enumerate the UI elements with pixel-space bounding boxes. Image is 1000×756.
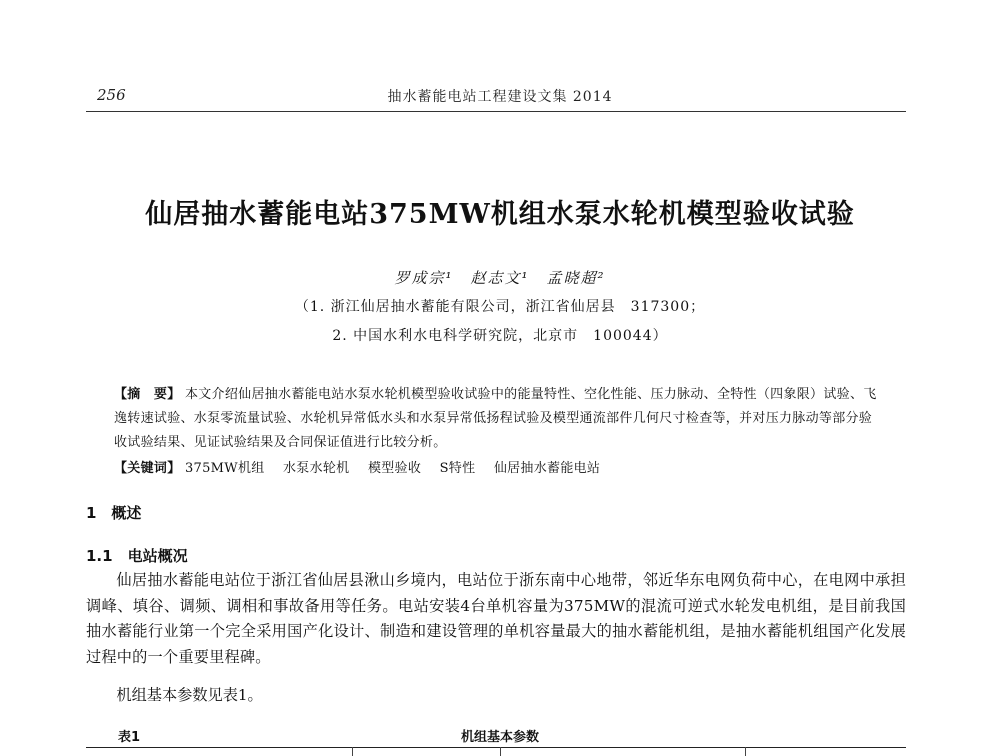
table-top-rule — [86, 747, 906, 748]
table-label: 表1 — [118, 730, 141, 745]
abstract — [114, 383, 884, 455]
keywords — [114, 457, 884, 476]
table-column-divider — [745, 747, 746, 756]
keywords-label: 【关键词】 — [114, 461, 181, 476]
body-paragraph: 仙居抽水蓄能电站位于浙江省仙居县湫山乡境内，电站位于浙东南中心地带，邻近华东电网负荷中心，在电网中承担调峰、填谷、调频、调相和事故备用等任务。电站安装4台单机容量为375MW的混流可逆式水轮发电机组，是目前我国抽水蓄能行业第一个完全采用国产化设计、制造和建设管理的单机容量最大的抽水蓄能机组，是抽水蓄能机组国产化发展过程中的一个重要里程碑。 — [86, 571, 906, 666]
table-column-divider — [500, 747, 501, 756]
affiliation-2: 2. 中国水利水电科学研究院，北京市 100044） — [332, 328, 668, 344]
table-column-divider — [352, 747, 353, 756]
section-heading: 1 概述 — [86, 504, 142, 522]
paper-title: 仙居抽水蓄能电站375MW机组水泵水轮机模型验收试验 — [145, 199, 855, 230]
body-paragraph-2: 机组基本参数见表1。 — [116, 686, 263, 704]
keyword: 仙居抽水蓄能电站 — [493, 461, 601, 476]
author-list: 罗成宗¹ 赵志文¹ 孟晓超² — [394, 269, 606, 287]
keyword: S特性 — [439, 461, 476, 476]
keyword: 模型验收 — [367, 461, 422, 476]
header-rule — [86, 111, 906, 112]
keyword: 375MW机组 — [184, 461, 265, 476]
table-title: 机组基本参数 — [460, 730, 539, 745]
running-header-title: 抽水蓄能电站工程建设文集 2014 — [387, 89, 613, 105]
affiliation-1: （1. 浙江仙居抽水蓄能有限公司，浙江省仙居县 317300； — [294, 299, 706, 315]
keyword: 水泵水轮机 — [282, 461, 350, 476]
abstract-text: 本文介绍仙居抽水蓄能电站水泵水轮机模型验收试验中的能量特性、空化性能、压力脉动、全特性（四象限）试验、飞逸转速试验、水泵零流量试验、水轮机异常低水头和水泵异常低扬程试验及模型通流部件几何尺寸检查等，并对压力脉动等部分验收试验结果、见证试验结果及合同保证值进行比较分析。 — [114, 387, 877, 450]
page-number: 256 — [97, 86, 126, 104]
abstract-label: 【摘 要】 — [114, 387, 181, 402]
subsection-heading: 1.1 电站概况 — [86, 547, 188, 565]
